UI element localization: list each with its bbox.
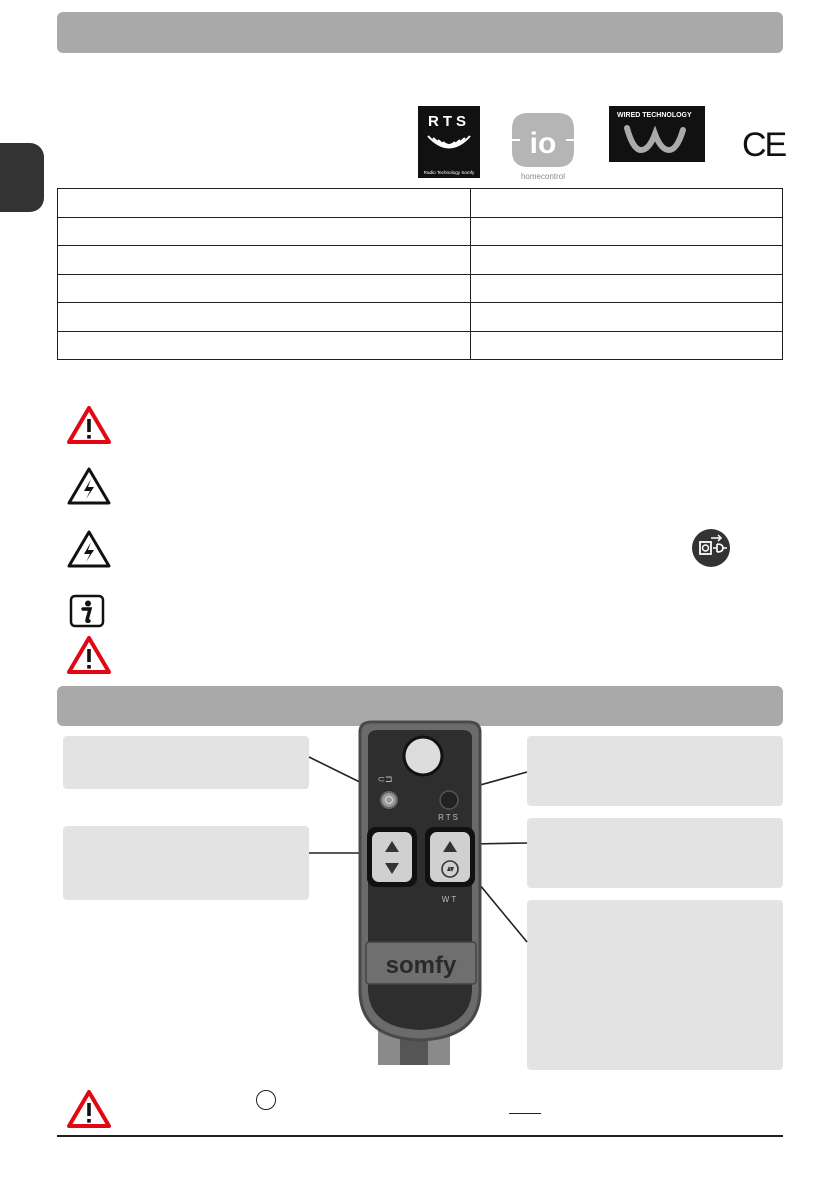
- wired-logo-caption: WIRED TECHNOLOGY: [617, 112, 692, 119]
- section-header-bar: [57, 12, 783, 53]
- table-row: [58, 331, 783, 360]
- electric-hazard-icon: [66, 466, 112, 506]
- warning-triangle-icon-3: [66, 1089, 112, 1129]
- disconnect-power-icon: [691, 528, 731, 568]
- table-row: [58, 217, 783, 246]
- ce-mark: CE: [742, 126, 786, 164]
- rts-logo-title: RTS: [428, 113, 470, 130]
- io-homecontrol-logo: [512, 113, 574, 183]
- callout-box-right-buttons: [527, 818, 783, 888]
- callout-box-led: [63, 736, 309, 789]
- table-row: [58, 189, 783, 218]
- rts-logo-caption: Radio Technology Somfy: [423, 170, 475, 175]
- specification-table: [57, 188, 783, 360]
- table-row: [58, 274, 783, 303]
- table-row: [58, 246, 783, 275]
- callout-box-rts-led: [527, 736, 783, 806]
- info-manual-icon: [69, 594, 105, 628]
- remote-control-illustration: [300, 720, 540, 1065]
- remote-brand: somfy: [385, 952, 457, 979]
- rts-label: RTS: [438, 813, 460, 822]
- warning-triangle-icon: [66, 405, 112, 445]
- footer-rule: [57, 1135, 783, 1137]
- reference-circle-mark: [256, 1090, 276, 1110]
- callout-box-left-buttons: [63, 826, 309, 900]
- language-side-tab: [0, 143, 44, 212]
- warning-triangle-icon-2: [66, 635, 112, 675]
- underline-mark: [509, 1113, 541, 1114]
- io-logo-title: io: [529, 127, 557, 160]
- wired-technology-logo: [609, 106, 705, 162]
- callout-box-wt-button: [527, 900, 783, 1070]
- electric-hazard-icon-2: [66, 529, 112, 569]
- wt-label: WT: [441, 895, 459, 904]
- rts-logo: [418, 106, 480, 178]
- io-logo-caption: homecontrol: [520, 172, 566, 181]
- svg-text:⊂⊐: ⊂⊐: [377, 774, 393, 784]
- table-row: [58, 303, 783, 332]
